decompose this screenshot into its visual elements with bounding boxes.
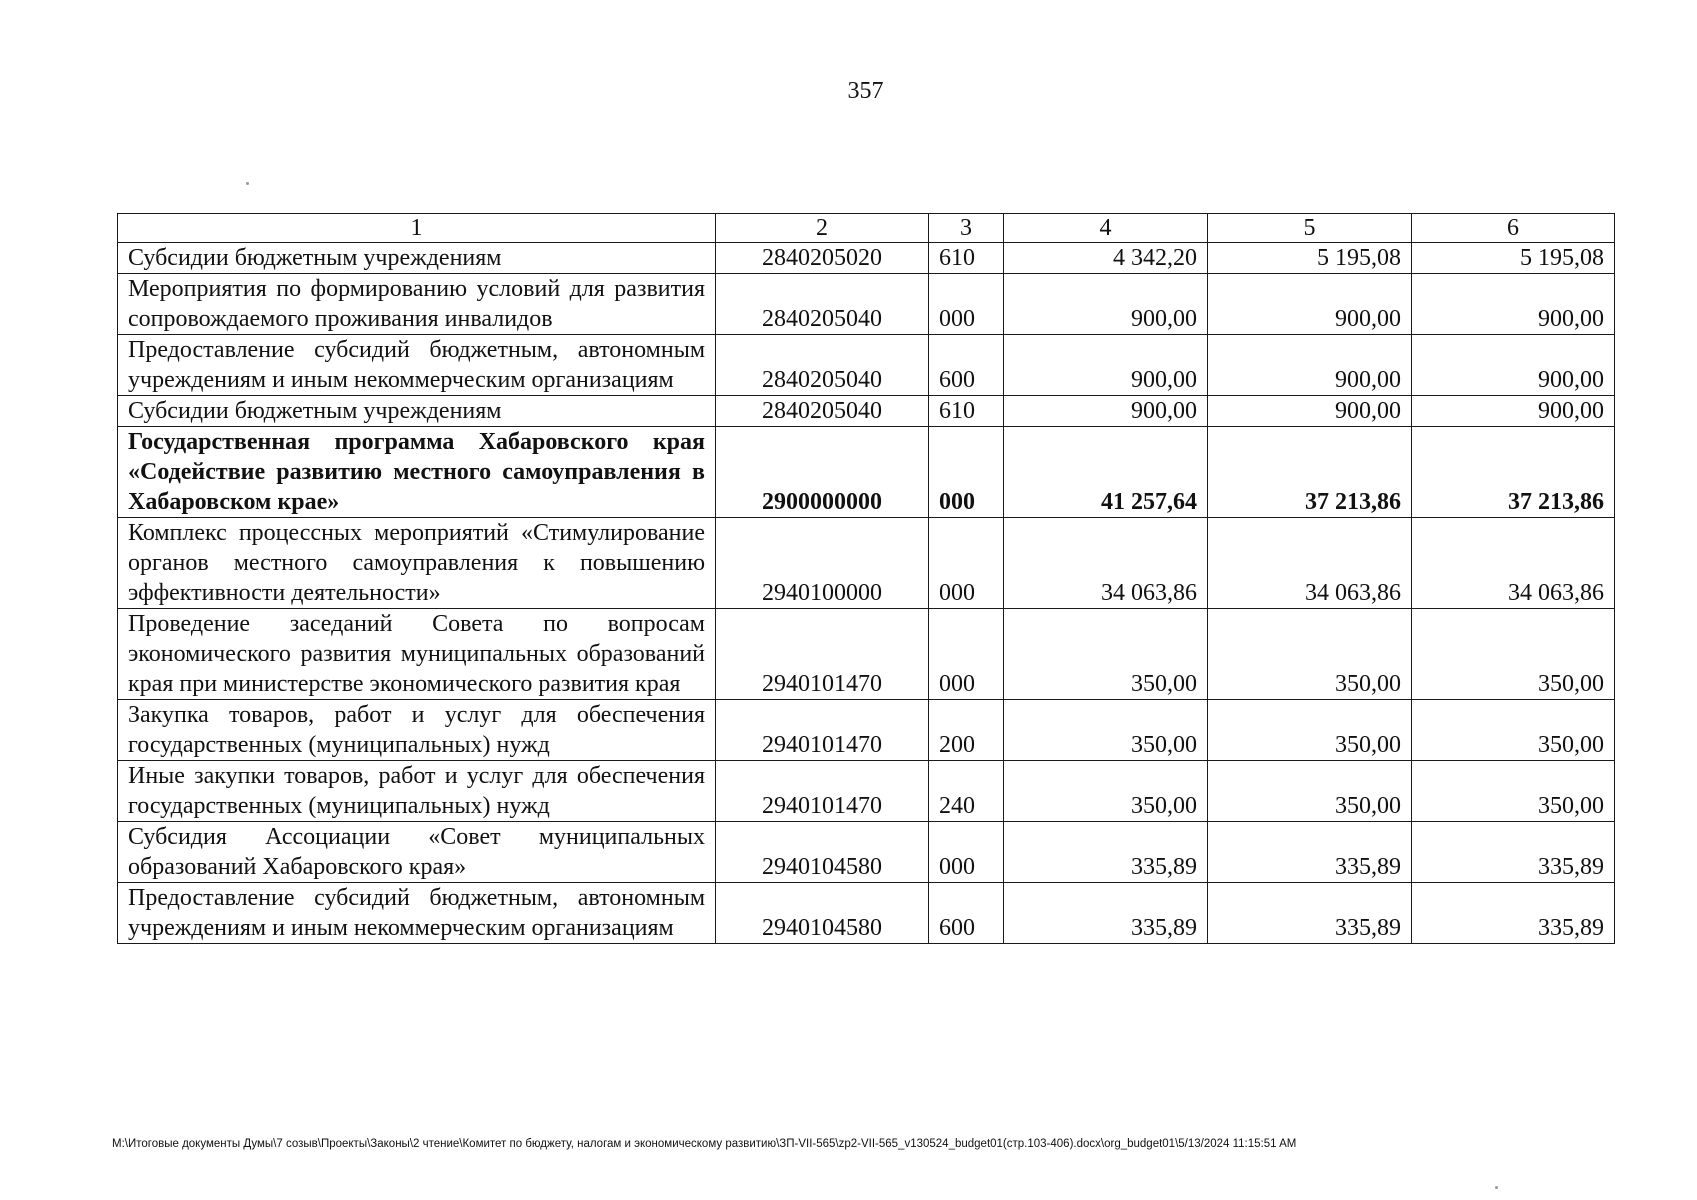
row-code-cell: 2940104580: [716, 822, 929, 883]
table-row: [118, 883, 1615, 944]
row-amount-cell: 335,89: [1412, 883, 1615, 944]
row-code-cell: 2940101470: [716, 700, 929, 761]
row-name-cell: Субсидии бюджетным учреждениям: [118, 243, 716, 274]
row-code-cell: 2940101470: [716, 609, 929, 700]
row-amount-cell: 335,89: [1004, 883, 1208, 944]
row-amount-cell: 900,00: [1412, 274, 1615, 335]
page-number: 357: [847, 78, 884, 104]
row-amount-cell: 900,00: [1412, 396, 1615, 427]
row-amount-cell: 350,00: [1412, 700, 1615, 761]
row-amount-cell: 34 063,86: [1004, 518, 1208, 609]
row-kvr-cell: 610: [929, 243, 1004, 274]
row-amount-cell: 4 342,20: [1004, 243, 1208, 274]
row-amount-cell: 900,00: [1412, 335, 1615, 396]
row-amount-cell: 900,00: [1208, 396, 1412, 427]
row-amount-cell: 37 213,86: [1412, 427, 1615, 518]
column-header: 1: [118, 214, 716, 243]
row-code-cell: 2940100000: [716, 518, 929, 609]
row-name-cell: Закупка товаров, работ и услуг для обеспечения государственных (муниципальных) нужд: [118, 700, 716, 761]
row-name-cell: Иные закупки товаров, работ и услуг для обеспечения государственных (муниципальных) нужд: [118, 761, 716, 822]
document-path-footer: М:\Итоговые документы Думы\7 созыв\Проекты\Законы\2 чтение\Комитет по бюджету, налогам и экономическому развитию\ЗП-VII-565\zp2-VII-565_v130524_budget01(стр.103-406).docx\org_budget01\5/13/2024 11:15:51 AM: [112, 1138, 1297, 1150]
row-amount-cell: 335,89: [1412, 822, 1615, 883]
row-kvr-cell: 000: [929, 274, 1004, 335]
row-amount-cell: 335,89: [1208, 822, 1412, 883]
row-amount-cell: 5 195,08: [1208, 243, 1412, 274]
row-amount-cell: 900,00: [1208, 274, 1412, 335]
table-row: [118, 274, 1615, 335]
row-code-cell: 2840205040: [716, 274, 929, 335]
column-header: 4: [1004, 214, 1208, 243]
row-code-cell: 2900000000: [716, 427, 929, 518]
row-kvr-cell: 000: [929, 609, 1004, 700]
row-amount-cell: 37 213,86: [1208, 427, 1412, 518]
row-amount-cell: 350,00: [1004, 761, 1208, 822]
row-amount-cell: 900,00: [1004, 396, 1208, 427]
row-amount-cell: 900,00: [1208, 335, 1412, 396]
row-kvr-cell: 000: [929, 518, 1004, 609]
row-name-cell: Государственная программа Хабаровского края «Содействие развитию местного самоуправления в Хабаровском крае»: [118, 427, 716, 518]
row-amount-cell: 34 063,86: [1208, 518, 1412, 609]
row-amount-cell: 350,00: [1412, 609, 1615, 700]
row-name-cell: Мероприятия по формированию условий для развития сопровождаемого проживания инвалидов: [118, 274, 716, 335]
table-row: [118, 822, 1615, 883]
row-name-cell: Субсидии бюджетным учреждениям: [118, 396, 716, 427]
budget-table: [117, 213, 1615, 944]
table-row: [118, 335, 1615, 396]
row-code-cell: 2840205040: [716, 335, 929, 396]
row-name-cell: Субсидия Ассоциации «Совет муниципальных образований Хабаровского края»: [118, 822, 716, 883]
table-row: [118, 761, 1615, 822]
row-amount-cell: 5 195,08: [1412, 243, 1615, 274]
row-code-cell: 2940104580: [716, 883, 929, 944]
row-amount-cell: 350,00: [1208, 700, 1412, 761]
row-amount-cell: 335,89: [1004, 822, 1208, 883]
row-amount-cell: 350,00: [1004, 700, 1208, 761]
row-name-cell: Предоставление субсидий бюджетным, автономным учреждениям и иным некоммерческим организациям: [118, 335, 716, 396]
column-header: 3: [929, 214, 1004, 243]
row-code-cell: 2840205040: [716, 396, 929, 427]
row-code-cell: 2940101470: [716, 761, 929, 822]
row-amount-cell: 900,00: [1004, 335, 1208, 396]
row-kvr-cell: 610: [929, 396, 1004, 427]
row-amount-cell: 350,00: [1208, 761, 1412, 822]
row-kvr-cell: 200: [929, 700, 1004, 761]
row-code-cell: 2840205020: [716, 243, 929, 274]
row-kvr-cell: 600: [929, 883, 1004, 944]
table-header-row: [118, 214, 1615, 243]
scan-speck: [1495, 1186, 1498, 1189]
column-header: 5: [1208, 214, 1412, 243]
table-row: [118, 609, 1615, 700]
row-amount-cell: 350,00: [1004, 609, 1208, 700]
table-row: [118, 518, 1615, 609]
row-name-cell: Комплекс процессных мероприятий «Стимулирование органов местного самоуправления к повышению эффективности деятельности»: [118, 518, 716, 609]
row-name-cell: Предоставление субсидий бюджетным, автономным учреждениям и иным некоммерческим организациям: [118, 883, 716, 944]
row-amount-cell: 350,00: [1412, 761, 1615, 822]
row-name-cell: Проведение заседаний Совета по вопросам экономического развития муниципальных образований края при министерстве экономического развития края: [118, 609, 716, 700]
row-kvr-cell: 000: [929, 427, 1004, 518]
scan-speck: [246, 182, 249, 185]
row-kvr-cell: 240: [929, 761, 1004, 822]
row-amount-cell: 41 257,64: [1004, 427, 1208, 518]
table-row: [118, 243, 1615, 274]
table-row-program: [118, 427, 1615, 518]
table-row: [118, 700, 1615, 761]
row-amount-cell: 335,89: [1208, 883, 1412, 944]
row-amount-cell: 350,00: [1208, 609, 1412, 700]
column-header: 6: [1412, 214, 1615, 243]
row-kvr-cell: 000: [929, 822, 1004, 883]
row-amount-cell: 900,00: [1004, 274, 1208, 335]
row-amount-cell: 34 063,86: [1412, 518, 1615, 609]
row-kvr-cell: 600: [929, 335, 1004, 396]
column-header: 2: [716, 214, 929, 243]
table-row: [118, 396, 1615, 427]
